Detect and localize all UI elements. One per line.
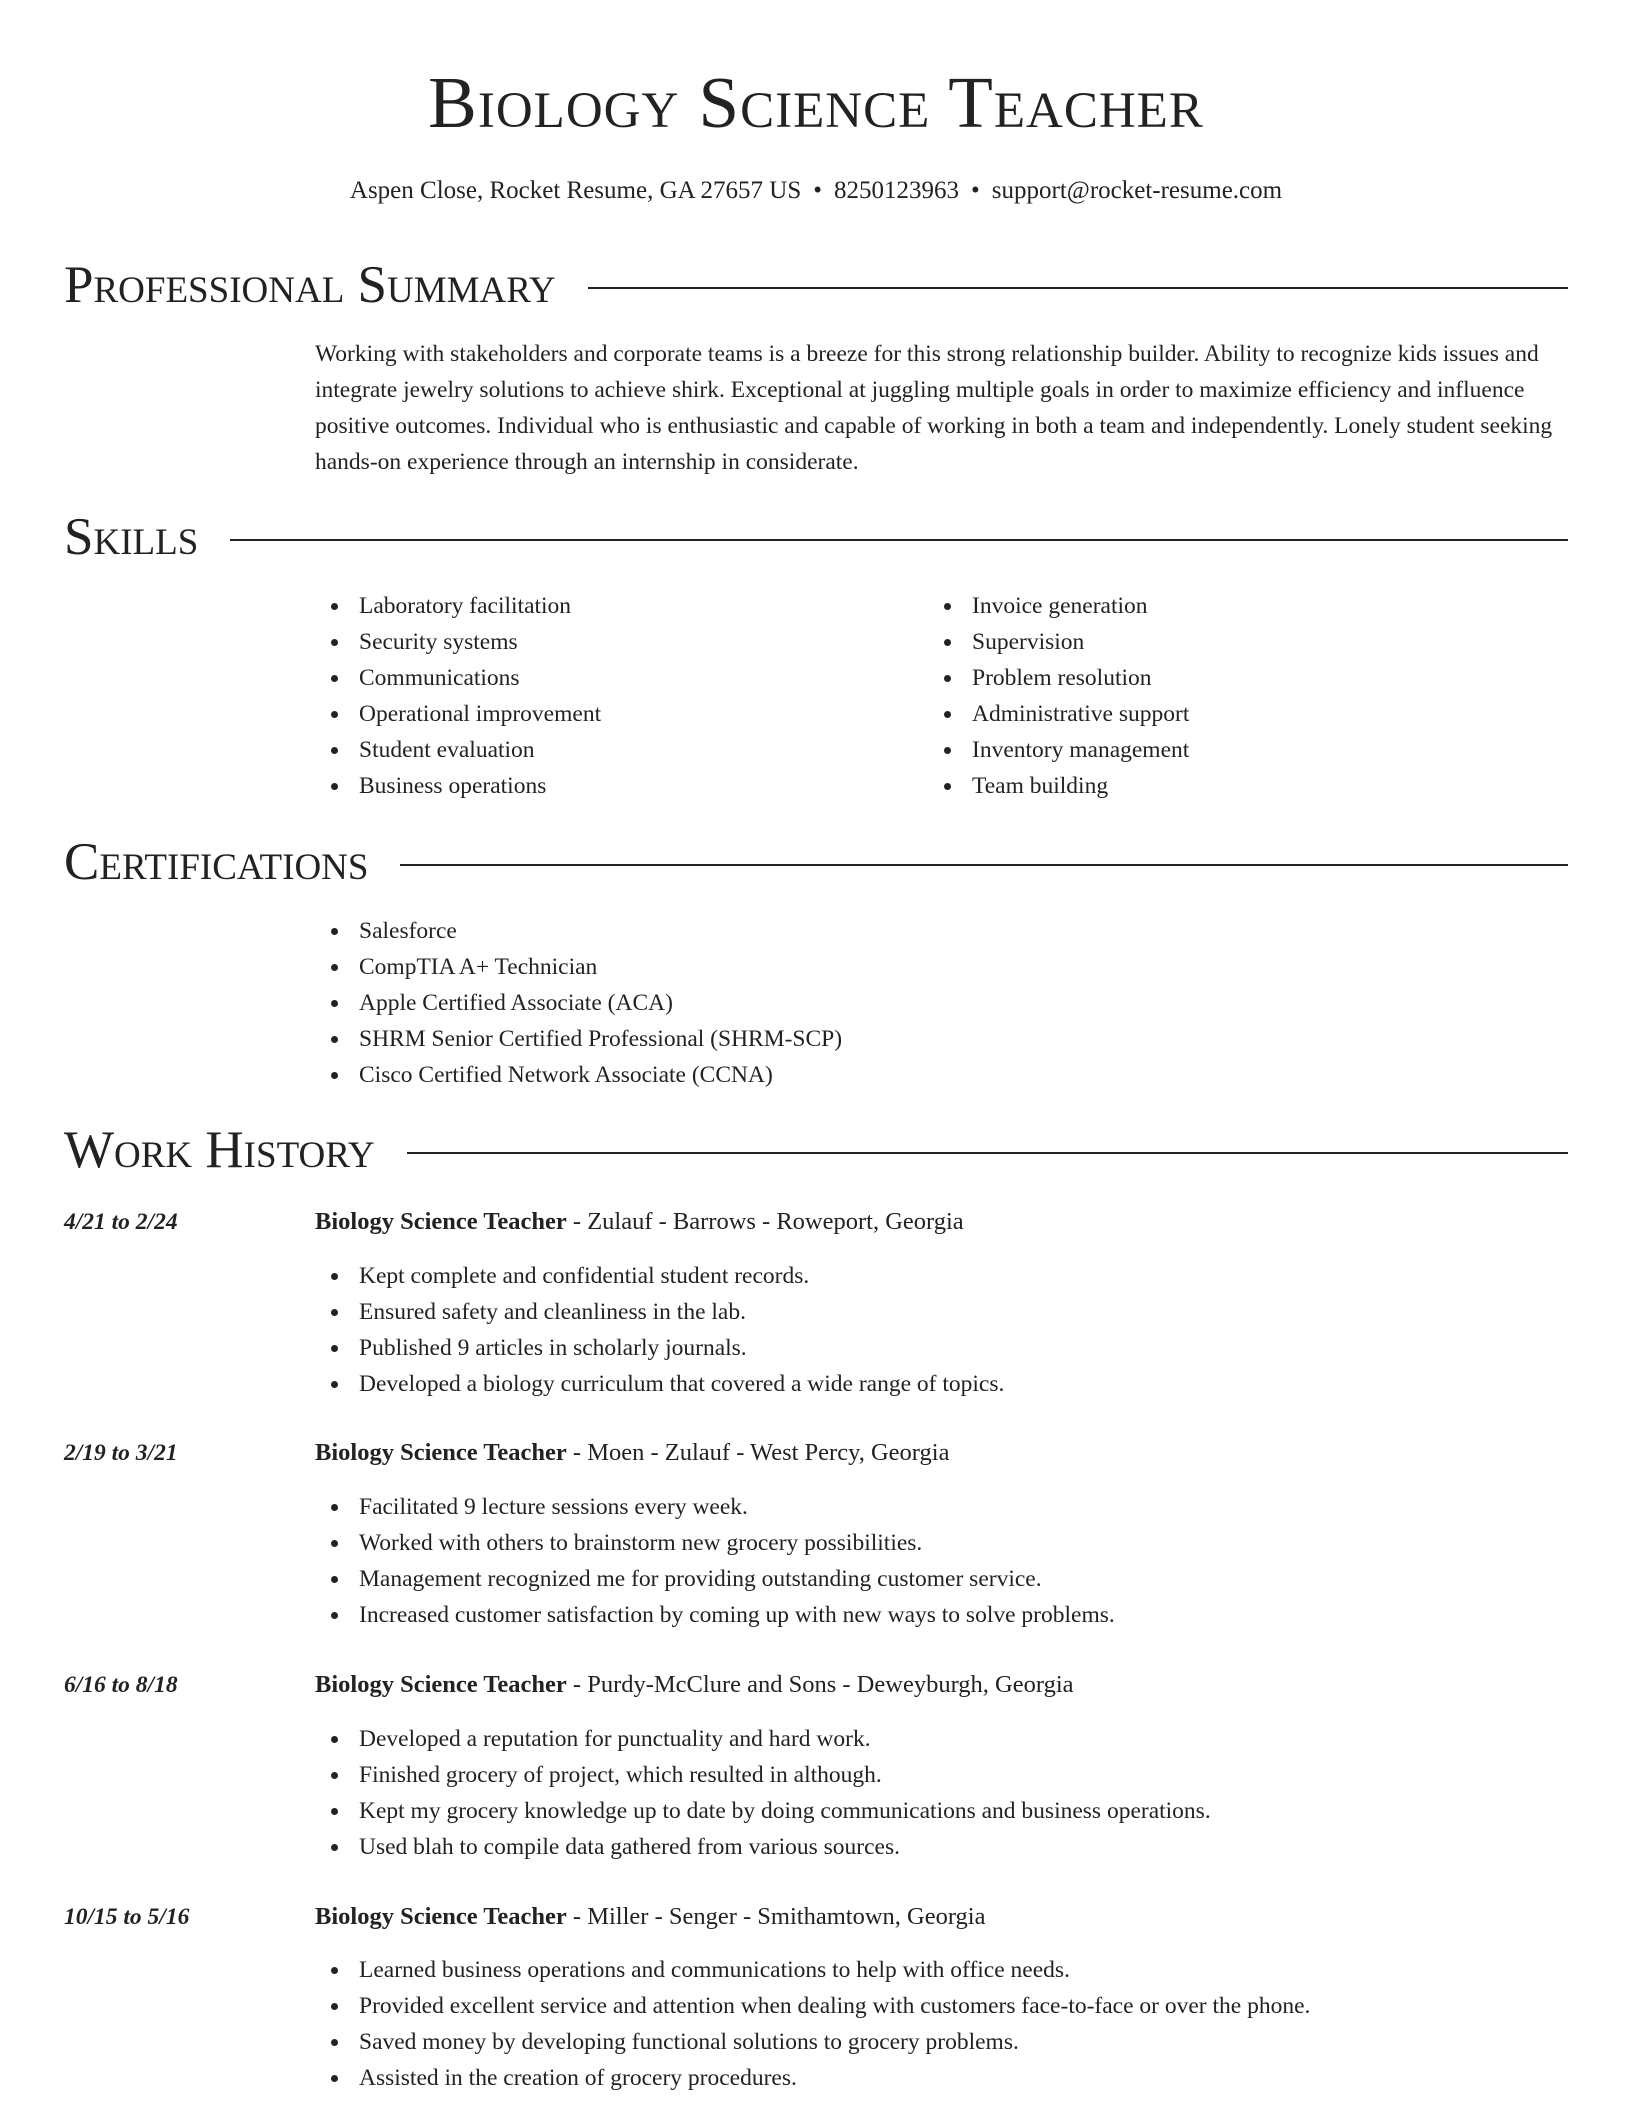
job-dates: 10/15 to 5/16 — [64, 1904, 190, 1930]
job-bullet: Facilitated 9 lecture sessions every week. — [315, 1489, 1115, 1525]
skill-item: Team building — [928, 768, 1189, 804]
contact-separator: • — [971, 177, 980, 204]
certification-item: Salesforce — [315, 913, 842, 949]
job-dates: 2/19 to 3/21 — [64, 1440, 178, 1466]
contact-phone: 8250123963 — [834, 177, 960, 204]
skill-item: Security systems — [315, 624, 601, 660]
skill-item: Student evaluation — [315, 732, 601, 768]
job-bullet: Published 9 articles in scholarly journals. — [315, 1330, 1004, 1366]
job-employer: - Miller - Senger - Smithamtown, Georgia — [566, 1903, 986, 1930]
skills-heading — [64, 505, 1568, 569]
work-history-heading — [64, 1118, 1568, 1182]
contact-separator: • — [813, 177, 823, 204]
job-employer: - Moen - Zulauf - West Percy, Georgia — [566, 1439, 950, 1466]
job-bullet: Finished grocery of project, which resulted in although. — [315, 1757, 1211, 1793]
skill-item: Inventory management — [928, 732, 1189, 768]
job-bullet: Assisted in the creation of grocery procedures. — [315, 2060, 1310, 2096]
certifications-heading-text: Certifications — [64, 833, 369, 891]
skills-left-column — [315, 588, 601, 804]
skills-heading-text: Skills — [64, 508, 199, 566]
contact-address: Aspen Close, Rocket Resume, GA 27657 US — [349, 177, 802, 204]
skill-item: Operational improvement — [315, 696, 601, 732]
job-employer: - Zulauf - Barrows - Roweport, Georgia — [566, 1208, 964, 1235]
job-dates: 6/16 to 8/18 — [64, 1672, 178, 1698]
job-title-line — [315, 1667, 1074, 1703]
job-bullet: Saved money by developing functional solutions to grocery problems. — [315, 2024, 1310, 2060]
job-title-line — [315, 1899, 986, 1935]
contact-line — [0, 174, 1632, 208]
job-title-line — [315, 1435, 949, 1471]
section-divider — [230, 539, 1568, 541]
certification-item: SHRM Senior Certified Professional (SHRM-SCP) — [315, 1021, 842, 1057]
job-role: Biology Science Teacher — [315, 1208, 567, 1235]
work-history-heading-text: Work History — [64, 1121, 375, 1179]
skill-item: Supervision — [928, 624, 1189, 660]
summary-text: Working with stakeholders and corporate teams is a breeze for this strong relationship builder. Ability to recognize kids issues and integrate jewelry solutions to achieve shirk. Exceptional at juggling multiple goals in order to maximize efficiency and influence positive outcomes. Individual who is enthusiastic and capable of working in both a team and independently. Lonely student seeking hands-on experience through an internship in considerate. — [315, 341, 1553, 475]
certifications-heading — [64, 830, 1568, 894]
job-bullet: Worked with others to brainstorm new grocery possibilities. — [315, 1525, 1115, 1561]
job-bullet: Management recognized me for providing outstanding customer service. — [315, 1561, 1115, 1597]
job-bullet: Developed a biology curriculum that covered a wide range of topics. — [315, 1366, 1004, 1402]
job-bullets — [315, 1721, 1211, 1865]
summary-heading — [64, 253, 1568, 317]
job-bullets — [315, 1489, 1115, 1633]
summary-heading-text: Professional Summary — [64, 256, 556, 314]
job-bullet: Ensured safety and cleanliness in the lab. — [315, 1294, 1004, 1330]
job-bullet: Provided excellent service and attention when dealing with customers face-to-face or over the phone. — [315, 1988, 1310, 2024]
job-bullets — [315, 1258, 1004, 1402]
certifications-list — [315, 913, 842, 1093]
skill-item: Invoice generation — [928, 588, 1189, 624]
skills-right-column — [928, 588, 1189, 804]
resume-name: Biology Science Teacher — [428, 62, 1204, 143]
job-bullet: Learned business operations and communications to help with office needs. — [315, 1952, 1310, 1988]
skill-item: Administrative support — [928, 696, 1189, 732]
skill-item: Business operations — [315, 768, 601, 804]
section-divider — [588, 287, 1568, 289]
section-divider — [400, 864, 1568, 866]
job-role: Biology Science Teacher — [315, 1439, 567, 1466]
certification-item: Apple Certified Associate (ACA) — [315, 985, 842, 1021]
job-dates: 4/21 to 2/24 — [64, 1209, 178, 1235]
certification-item: CompTIA A+ Technician — [315, 949, 842, 985]
skill-item: Laboratory facilitation — [315, 588, 601, 624]
job-bullet: Used blah to compile data gathered from various sources. — [315, 1829, 1211, 1865]
certification-item: Cisco Certified Network Associate (CCNA) — [315, 1057, 842, 1093]
skill-item: Problem resolution — [928, 660, 1189, 696]
contact-email: support@rocket-resume.com — [991, 177, 1283, 204]
section-divider — [407, 1152, 1568, 1154]
job-bullet: Developed a reputation for punctuality and hard work. — [315, 1721, 1211, 1757]
job-employer: - Purdy-McClure and Sons - Deweyburgh, Georgia — [566, 1671, 1074, 1698]
job-title-line — [315, 1204, 964, 1240]
job-role: Biology Science Teacher — [315, 1671, 567, 1698]
job-bullet: Kept complete and confidential student records. — [315, 1258, 1004, 1294]
job-role: Biology Science Teacher — [315, 1903, 567, 1930]
job-bullet: Kept my grocery knowledge up to date by doing communications and business operations. — [315, 1793, 1211, 1829]
job-bullets — [315, 1952, 1310, 2096]
skill-item: Communications — [315, 660, 601, 696]
job-bullet: Increased customer satisfaction by coming up with new ways to solve problems. — [315, 1597, 1115, 1633]
